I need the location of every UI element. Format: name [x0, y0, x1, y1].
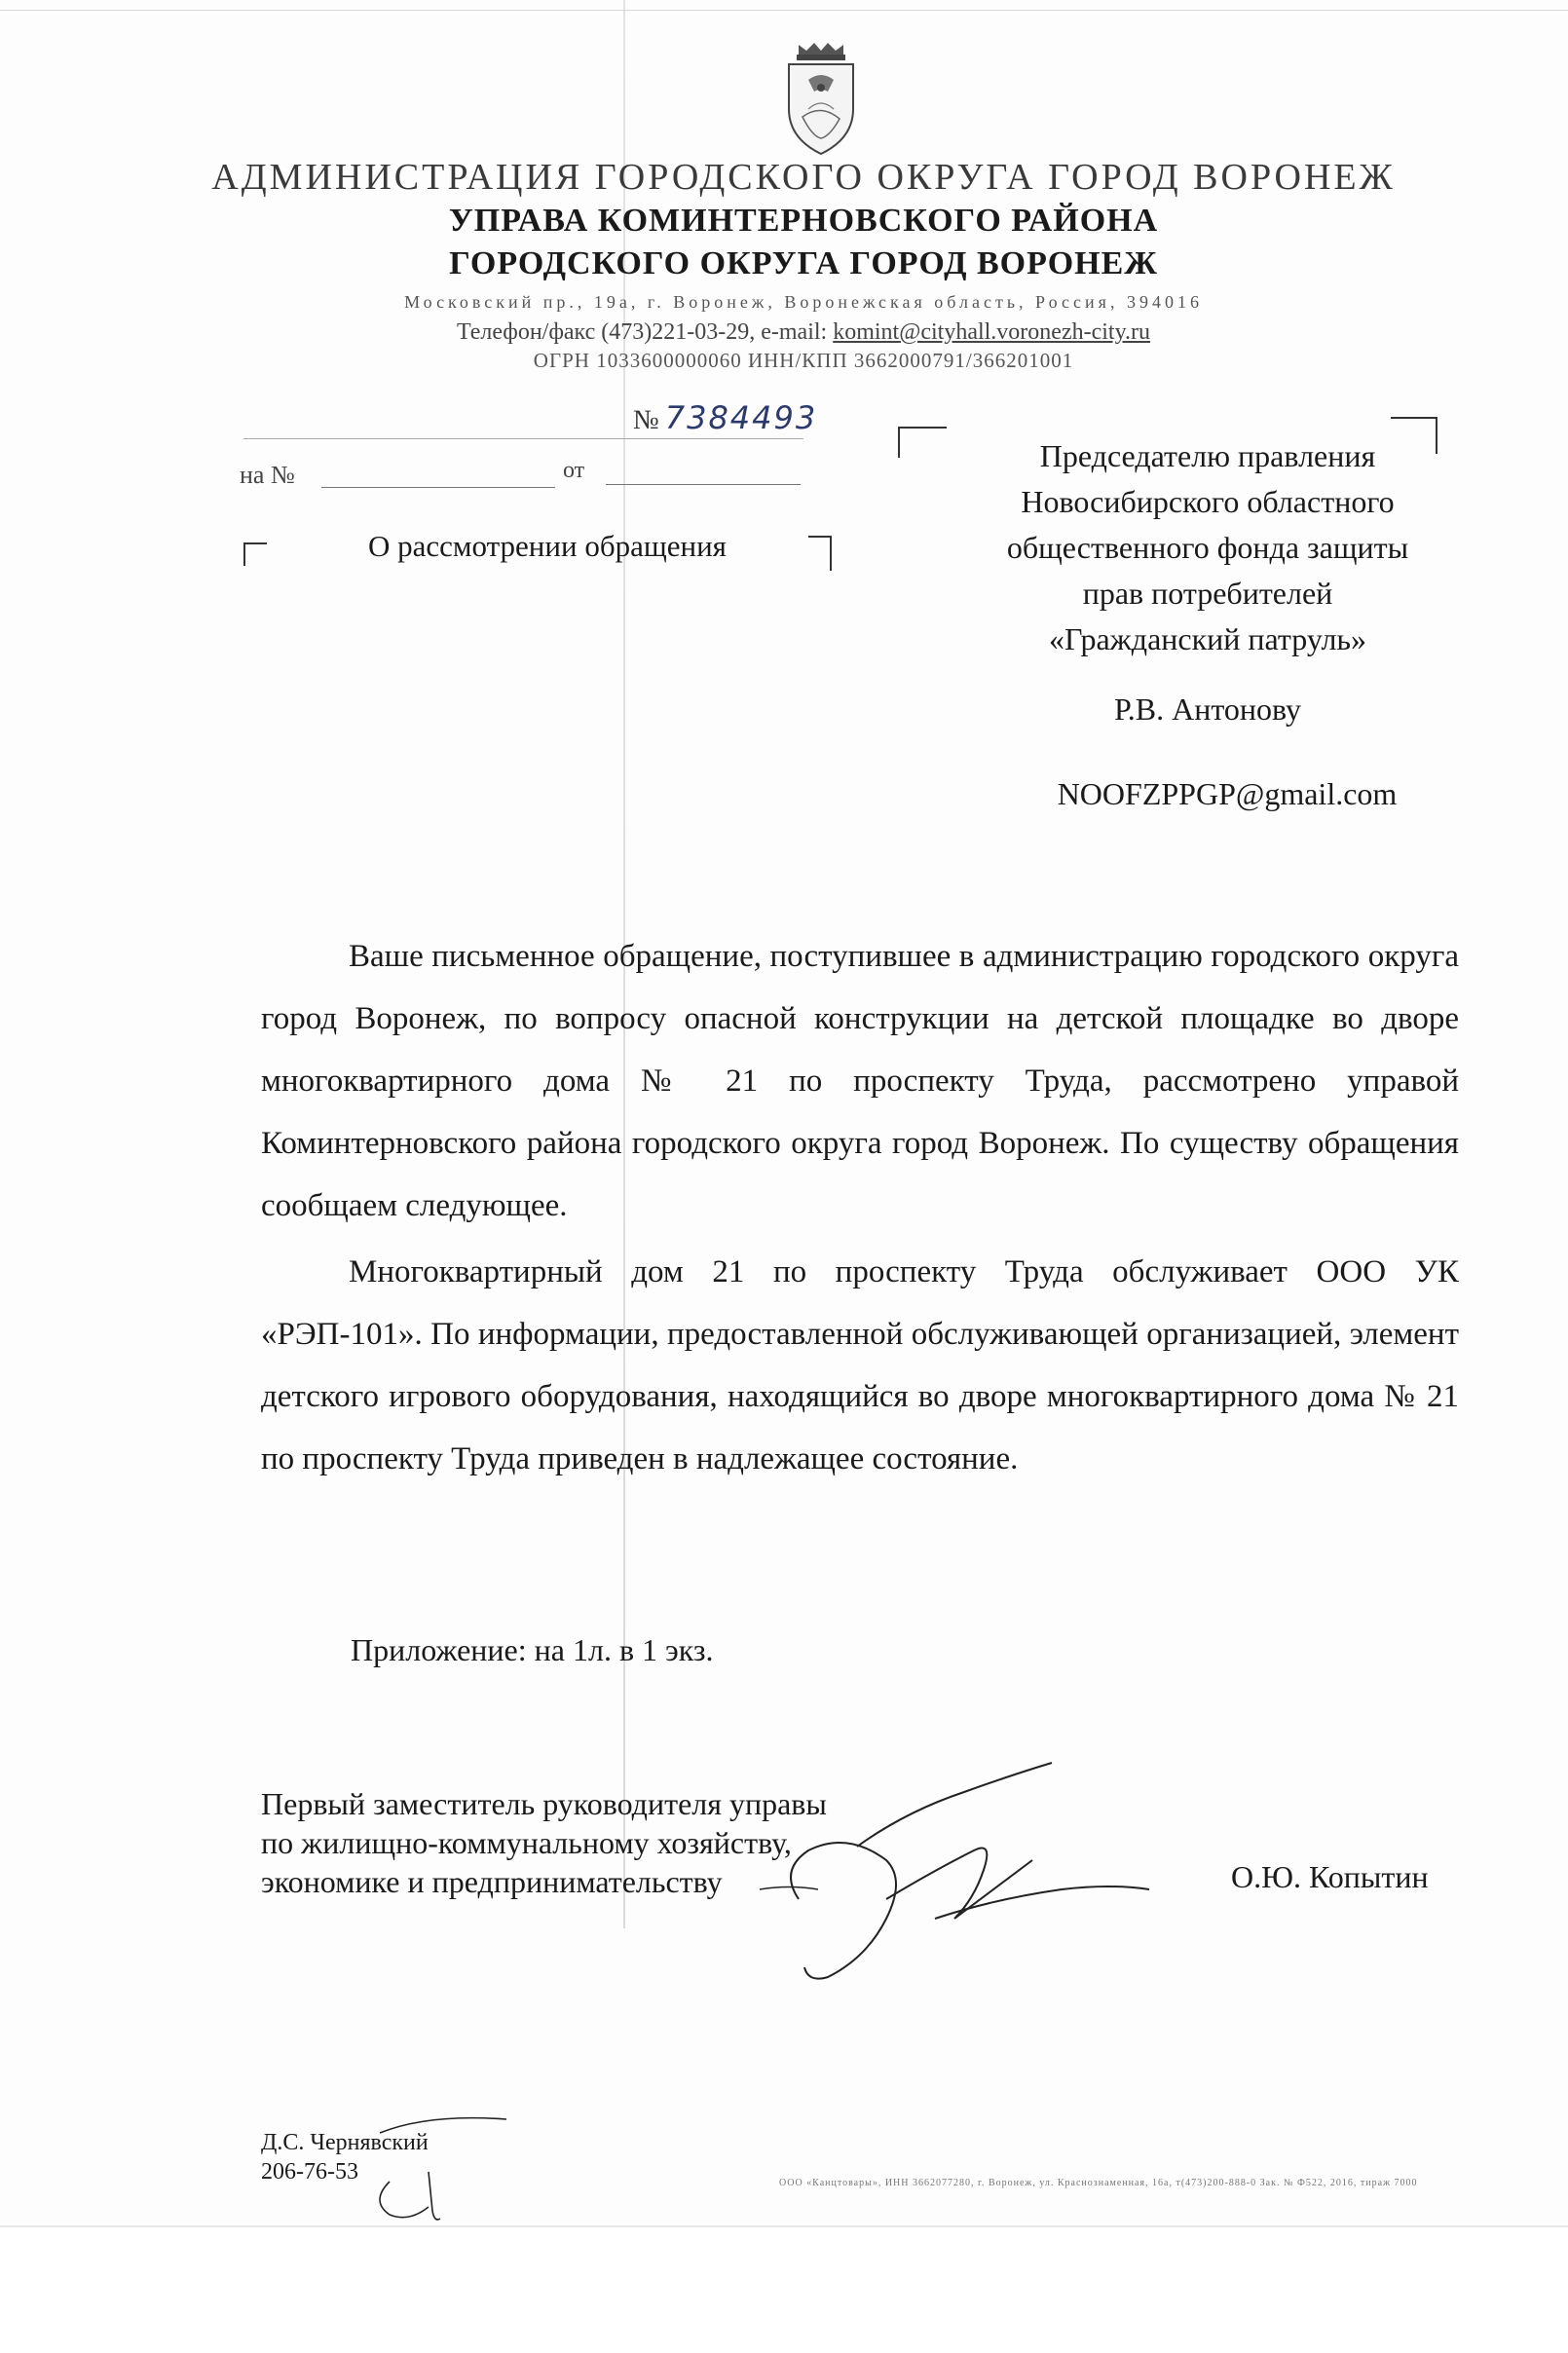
letterhead-phone — [195, 319, 1412, 346]
signatory-title-line: по жилищно-коммунальному хозяйству, — [261, 1825, 792, 1860]
signatory-name: О.Ю. Копытин — [1231, 1859, 1429, 1894]
incoming-date-line — [606, 484, 801, 485]
header-divider — [243, 438, 803, 439]
body-paragraph — [261, 925, 1459, 1237]
subject-bracket-left — [243, 542, 267, 566]
subject-line: О рассмотрении обращения — [368, 529, 727, 563]
body-paragraph — [261, 1241, 1459, 1490]
coat-of-arms-emblem — [779, 41, 863, 158]
executor-phone: 206-76-53 — [261, 2159, 358, 2185]
handwritten-signature — [740, 1753, 1169, 1987]
scan-edge-line — [0, 10, 1568, 11]
signatory-title-line: экономике и предпринимательству — [261, 1864, 723, 1899]
letterhead-ogrn: ОГРН 1033600000060 ИНН/КПП 3662000791/366201001 — [533, 349, 1074, 372]
letterhead-address: Московский пр., 19а, г. Воронеж, Воронежская область, Россия, 394016 — [404, 292, 1203, 312]
letterhead-email-link[interactable]: komint@cityhall.voronezh-city.ru — [833, 319, 1151, 345]
addressee-line: прав потребителей — [1082, 576, 1333, 611]
addressee-line: общественного фонда защиты — [1006, 530, 1409, 565]
letterhead-administration: АДМИНИСТРАЦИЯ ГОРОДСКОГО ОКРУГА ГОРОД ВОРОНЕЖ — [211, 157, 1396, 198]
executor-initials-mark — [370, 2113, 526, 2230]
incoming-ref-line — [321, 487, 555, 488]
addressee-email: NOOFZPPGP@gmail.com — [1057, 776, 1398, 811]
number-label: № — [633, 405, 659, 435]
addressee-block — [935, 433, 1480, 662]
printer-imprint: ООО «Канцтовары», ИНН 3662077280, г. Воронеж, ул. Краснознаменная, 16а, т(473)200-888-0 Зак. № Ф522, 2016, тираж 7000 — [779, 2178, 1418, 2188]
letterhead-uprava: УПРАВА КОМИНТЕРНОВСКОГО РАЙОНА — [448, 203, 1159, 239]
annex-note: Приложение: на 1л. в 1 экз. — [351, 1632, 714, 1667]
paragraph-text: Ваше письменное обращение, поступившее в администрацию городского округа город Воронеж, по вопросу опасной конструкции на детской площадке во дворе многоквартирного дома № 21 по проспекту Труда, рассмотрено управой Коминтерновского района городского округа город Воронеж. По существу обращения сообщаем следующее. — [261, 939, 1459, 1223]
outgoing-number — [633, 399, 817, 436]
incoming-ref-label: на № — [240, 461, 295, 489]
handwritten-number: 7384493 — [664, 399, 818, 436]
signatory-title-line: Первый заместитель руководителя управы — [261, 1786, 827, 1821]
paragraph-text: Многоквартирный дом 21 по проспекту Труда обслуживает ООО УК «РЭП-101». По информации, предоставленной обслуживающей организацией, элемент детского игрового оборудования, находящийся во дворе многоквартирного дома № 21 по проспекту Труда приведен в надлежащее состояние. — [261, 1254, 1459, 1476]
scan-bottom-margin — [0, 2225, 1568, 2353]
addressee-line: Председателю правления — [1039, 438, 1376, 473]
phone-text: Телефон/факс (473)221-03-29, e-mail: — [456, 319, 834, 345]
subject-bracket-right — [808, 536, 832, 571]
addressee-name: Р.В. Антонову — [1113, 691, 1302, 727]
letterhead-city: ГОРОДСКОГО ОКРУГА ГОРОД ВОРОНЕЖ — [449, 245, 1158, 281]
addressee-line: «Гражданский патруль» — [1048, 621, 1366, 656]
executor-name: Д.С. Чернявский — [261, 2130, 429, 2155]
addressee-line: Новосибирского областного — [1021, 484, 1395, 519]
incoming-date-label: от — [563, 458, 585, 483]
